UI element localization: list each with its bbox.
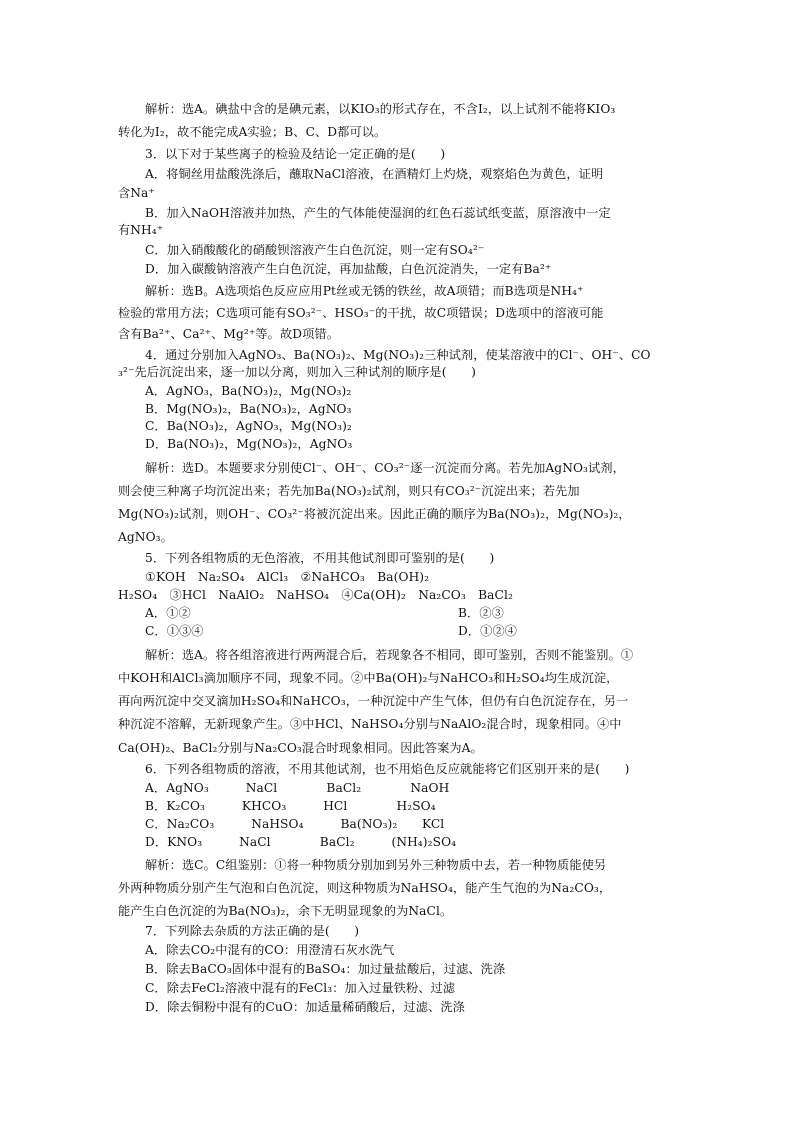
question-5-option-d: D．①②④: [458, 624, 518, 638]
explanation-4-line-3: Mg(NO₃)₂试剂，则OH⁻、CO₃²⁻将被沉淀出来。因此正确的顺序为Ba(NO₃)₂，Mg(NO₃)₂，: [118, 507, 631, 521]
question-5-option-c: C．①③④: [145, 624, 204, 638]
question-4-stem-cont: ₃²⁻先后沉淀出来，逐一加以分离，则加入三种试剂的顺序是( ): [118, 365, 476, 379]
question-4-stem: 4．通过分别加入AgNO₃、Ba(NO₃)₂、Mg(NO₃)₂三种试剂，使某溶液中的Cl⁻、OH⁻、CO: [145, 348, 651, 362]
question-5-stem: 5．下列各组物质的无色溶液，不用其他试剂即可鉴别的是( ): [145, 551, 495, 565]
question-7-option-a: A．除去CO₂中混有的CO：用澄清石灰水洗气: [145, 943, 395, 957]
question-3-option-d: D．加入碳酸钠溶液产生白色沉淀，再加盐酸，白色沉淀消失，一定有Ba²⁺: [145, 262, 552, 276]
explanation-2-line-2: 转化为I₂，故不能完成A实验；B、C、D都可以。: [118, 125, 387, 139]
question-4-option-d: D．Ba(NO₃)₂，Mg(NO₃)₂，AgNO₃: [145, 437, 353, 451]
explanation-4-line-1: 解析：选D。本题要求分别使Cl⁻、OH⁻、CO₃²⁻逐一沉淀而分离。若先加AgNO₃试剂，: [145, 461, 625, 475]
explanation-4-line-4: AgNO₃。: [118, 530, 173, 544]
question-3-option-a-cont: 含Na⁺: [118, 186, 155, 200]
question-3-stem: 3．以下对于某些离子的检验及结论一定正确的是( ): [145, 147, 446, 161]
question-6-option-b: B．K₂CO₃ KHCO₃ HCl H₂SO₄: [145, 799, 436, 813]
explanation-3-line-2: 检验的常用方法；C选项可能有SO₃²⁻、HSO₃⁻的干扰，故C项错误；D选项中的溶液可能: [118, 306, 604, 320]
explanation-4-line-2: 则会使三种离子均沉淀出来；若先加Ba(NO₃)₂试剂，则只有CO₃²⁻沉淀出来；若先加: [118, 484, 580, 498]
question-3-option-b: B．加入NaOH溶液并加热，产生的气体能使湿润的红色石蕊试纸变蓝，原溶液中一定: [145, 206, 611, 220]
question-3-option-a: A．将铜丝用盐酸洗涤后，蘸取NaCl溶液，在酒精灯上灼烧，观察焰色为黄色，证明: [145, 167, 604, 181]
explanation-5-line-5: Ca(OH)₂、BaCl₂分别与Na₂CO₃混合时现象相同。因此答案为A。: [118, 741, 483, 755]
question-3-option-c: C．加入硝酸酸化的硝酸钡溶液产生白色沉淀，则一定有SO₄²⁻: [145, 243, 485, 257]
explanation-3-line-1: 解析：选B。A选项焰色反应应用Pt丝或无锈的铁丝，故A项错；而B选项是NH₄⁺: [145, 284, 584, 298]
explanation-5-line-2: 中KOH和AlCl₃滴加顺序不同，现象不同。②中Ba(OH)₂与NaHCO₃和H₂SO₄均生成沉淀，: [118, 671, 619, 685]
question-4-option-c: C．Ba(NO₃)₂，AgNO₃，Mg(NO₃)₂: [145, 419, 352, 433]
question-5-groups-1: ①KOH Na₂SO₄ AlCl₃ ②NaHCO₃ Ba(OH)₂: [145, 570, 430, 584]
explanation-2-line-1: 解析：选A。碘盐中含的是碘元素，以KIO₃的形式存在，不含I₂，以上试剂不能将KIO₃: [145, 102, 616, 116]
explanation-5-line-1: 解析：选A。将各组溶液进行两两混合后，若现象各不相同，即可鉴别，否则不能鉴别。①: [145, 648, 634, 662]
explanation-6-line-3: 能产生白色沉淀的为Ba(NO₃)₂，余下无明显现象的为NaCl。: [118, 904, 453, 918]
question-4-option-b: B．Mg(NO₃)₂，Ba(NO₃)₂，AgNO₃: [145, 402, 352, 416]
question-5-groups-2: H₂SO₄ ③HCl NaAlO₂ NaHSO₄ ④Ca(OH)₂ Na₂CO₃ BaCl₂: [118, 588, 513, 602]
explanation-5-line-3: 再向两沉淀中交叉滴加H₂SO₄和NaHCO₃，一种沉淀中产生气体，但仍有白色沉淀存在，另一: [118, 694, 629, 708]
question-7-option-d: D．除去铜粉中混有的CuO：加适量稀硝酸后，过滤、洗涤: [145, 1000, 465, 1014]
question-7-option-b: B．除去BaCO₃固体中混有的BaSO₄：加过量盐酸后，过滤、洗涤: [145, 962, 506, 976]
question-6-stem: 6．下列各组物质的溶液，不用其他试剂，也不用焰色反应就能将它们区别开来的是( ): [145, 762, 630, 776]
explanation-6-line-1: 解析：选C。C组鉴别：①将一种物质分别加到另外三种物质中去，若一种物质能使另: [145, 858, 607, 872]
question-6-option-d: D．KNO₃ NaCl BaCl₂ (NH₄)₂SO₄: [145, 835, 457, 849]
question-6-option-c: C．Na₂CO₃ NaHSO₄ Ba(NO₃)₂ KCl: [145, 817, 445, 831]
explanation-5-line-4: 种沉淀不溶解，无新现象产生。③中HCl、NaHSO₄分别与NaAlO₂混合时，现象相同。④中: [118, 717, 622, 731]
question-5-option-a: A．①②: [145, 606, 191, 620]
explanation-6-line-2: 外两种物质分别产生气泡和白色沉淀，则这种物质为NaHSO₄，能产生气泡的为Na₂CO₃，: [118, 881, 612, 895]
question-6-option-a: A．AgNO₃ NaCl BaCl₂ NaOH: [145, 781, 450, 795]
question-3-option-b-cont: 有NH₄⁺: [118, 223, 164, 237]
question-7-option-c: C．除去FeCl₂溶液中混有的FeCl₃：加入过量铁粉、过滤: [145, 981, 456, 995]
question-4-option-a: A．AgNO₃，Ba(NO₃)₂，Mg(NO₃)₂: [145, 384, 352, 398]
explanation-3-line-3: 含有Ba²⁺、Ca²⁺、Mg²⁺等。故D项错。: [118, 327, 339, 341]
question-7-stem: 7．下列除去杂质的方法正确的是( ): [145, 924, 360, 938]
question-5-option-b: B．②③: [458, 606, 504, 620]
